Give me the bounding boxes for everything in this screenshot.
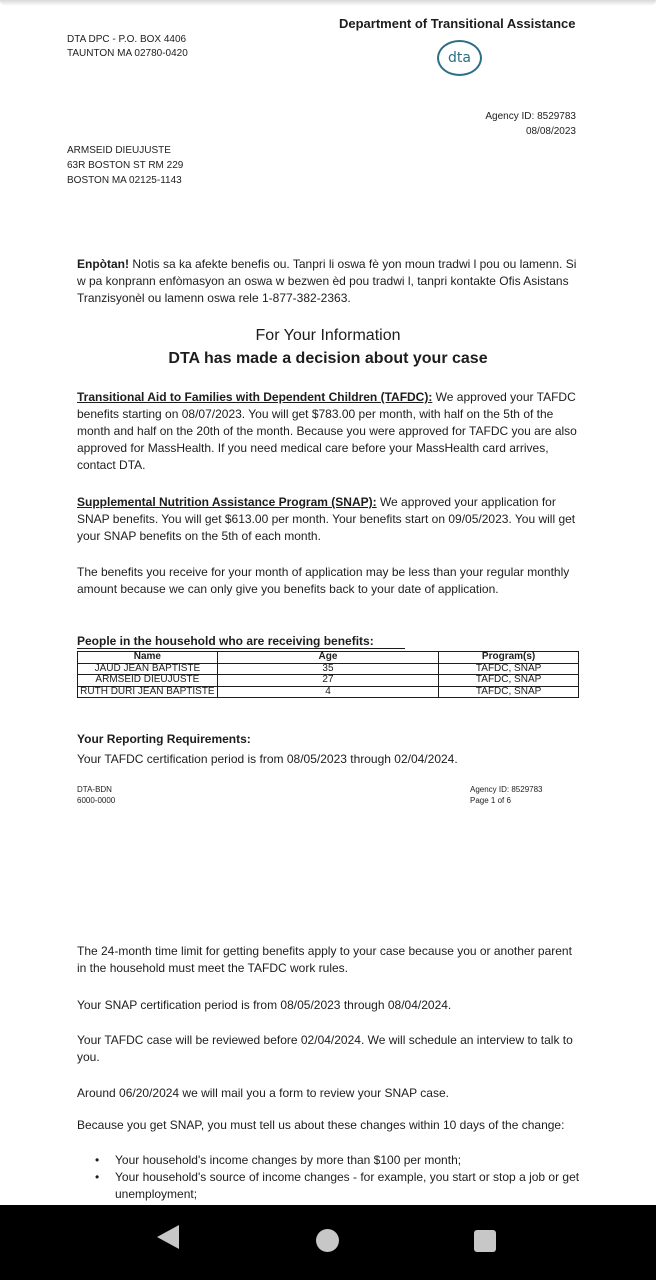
tafdc-title: Transitional Aid to Families with Dependent Children (TAFDC): [77,390,433,404]
dta-logo [437,40,482,76]
table-header-row [78,652,579,664]
household-title-underline [77,648,405,649]
form-code: DTA-BDN [77,785,112,794]
tafdc-paragraph [77,389,582,474]
triangle-back-icon[interactable] [157,1225,179,1249]
footer-agency-id: Agency ID: 8529783 [470,785,543,794]
recipient-city: BOSTON MA 02125-1143 [67,175,182,186]
household-title: People in the household who are receiving benefits: [77,634,374,648]
list-item: • Your household's source of income changes - for example, you start or stop a job or get unemployment; [95,1169,585,1203]
recipient-street: 63R BOSTON ST RM 229 [67,160,184,171]
cell-age: 27 [217,675,438,687]
form-number: 6000-0000 [77,796,116,805]
snap-paragraph [77,494,582,545]
page-number: Page 1 of 6 [470,796,511,805]
recipient-address [67,143,183,188]
cell-age: 35 [217,663,438,675]
sender-address [67,33,188,61]
cell-age: 4 [217,686,438,698]
snap-text: We approved your application for SNAP benefits. You will get $613.00 per month. Your benefits start on 09/05/2023. You will get your SNAP benefits on the 5th of each month. [77,495,576,543]
notice-bold: Enpòtan! [77,257,129,271]
recipient-name: ARMSEID DIEUJUSTE [67,145,171,156]
department-name: Department of Transitional Assistance [339,16,576,31]
info-heading: For Your Information [255,327,401,344]
dta-logo-text: dta [448,50,471,66]
snap-cert-paragraph: Your SNAP certification period is from 08/05/2023 through 08/04/2024. [77,998,452,1012]
cell-name: JAUD JEAN BAPTISTE [78,663,218,675]
list-item: • Your household's income changes by more than $100 per month; [95,1152,585,1169]
tafdc-text: We approved your TAFDC benefits starting on 08/07/2023. You will get $783.00 per month, with half on the 5th of the month and half on the 20th of the month. Because you were approved for TAFDC you are also approved for MassHealth. If you need medical care before your MassHealth card arrives, contact DTA. [77,390,577,472]
time-limit-paragraph: The 24-month time limit for getting benefits apply to your case because you or another parent in the household must meet the TAFDC work rules. [77,944,572,975]
sender-line-1: DTA DPC - P.O. BOX 4406 [67,34,187,45]
cell-name: ARMSEID DIEUJUSTE [78,675,218,687]
top-edge-shadow [0,0,656,6]
notice-text: Notis sa ka afekte benefis ou. Tanpri li oswa fè yon moun tradwi l pou ou lamenn. Si w pa konprann enfòmasyon an oswa w bezwen èd pou tradwi l, tanpri kontakte Ofis Asistans Tranzisyonèl ou lamenn oswa rele 1-877-382-2363. [77,257,577,305]
review-paragraph: Your TAFDC case will be reviewed before 02/04/2024. We will schedule an interview to talk to you. [77,1033,573,1064]
cell-programs: TAFDC, SNAP [439,675,579,687]
reporting-title: Your Reporting Requirements: [77,732,251,746]
table-row [78,663,579,675]
language-notice [77,256,582,307]
header-name: Name [78,652,218,664]
sender-line-2: TAUNTON MA 02780-0420 [67,48,188,59]
circle-home-icon[interactable] [316,1229,339,1252]
changes-intro: Because you get SNAP, you must tell us about these changes within 10 days of the change: [77,1118,565,1132]
cell-programs: TAFDC, SNAP [439,686,579,698]
household-table [77,651,579,698]
agency-info [430,109,576,139]
letter-date: 08/08/2023 [525,126,576,137]
square-recents-icon[interactable] [474,1230,496,1252]
application-note: The benefits you receive for your month of application may be less than your regular monthly amount because we can only give you benefits back to your date of application. [77,565,570,596]
snap-title: Supplemental Nutrition Assistance Program (SNAP): [77,495,377,509]
footer-page-info [470,784,543,806]
snap-review-paragraph: Around 06/20/2024 we will mail you a form to review your SNAP case. [77,1086,449,1100]
agency-id: Agency ID: 8529783 [485,111,576,122]
cell-name: RUTH DURI JEAN BAPTISTE [78,686,218,698]
changes-list [95,1152,585,1203]
header-programs: Program(s) [439,652,579,664]
decision-heading: DTA has made a decision about your case [168,350,488,367]
footer-form-info [77,784,115,806]
cell-programs: TAFDC, SNAP [439,663,579,675]
table-row [78,686,579,698]
header-age: Age [217,652,438,664]
reporting-text: Your TAFDC certification period is from 08/05/2023 through 02/04/2024. [77,752,458,766]
table-row [78,675,579,687]
